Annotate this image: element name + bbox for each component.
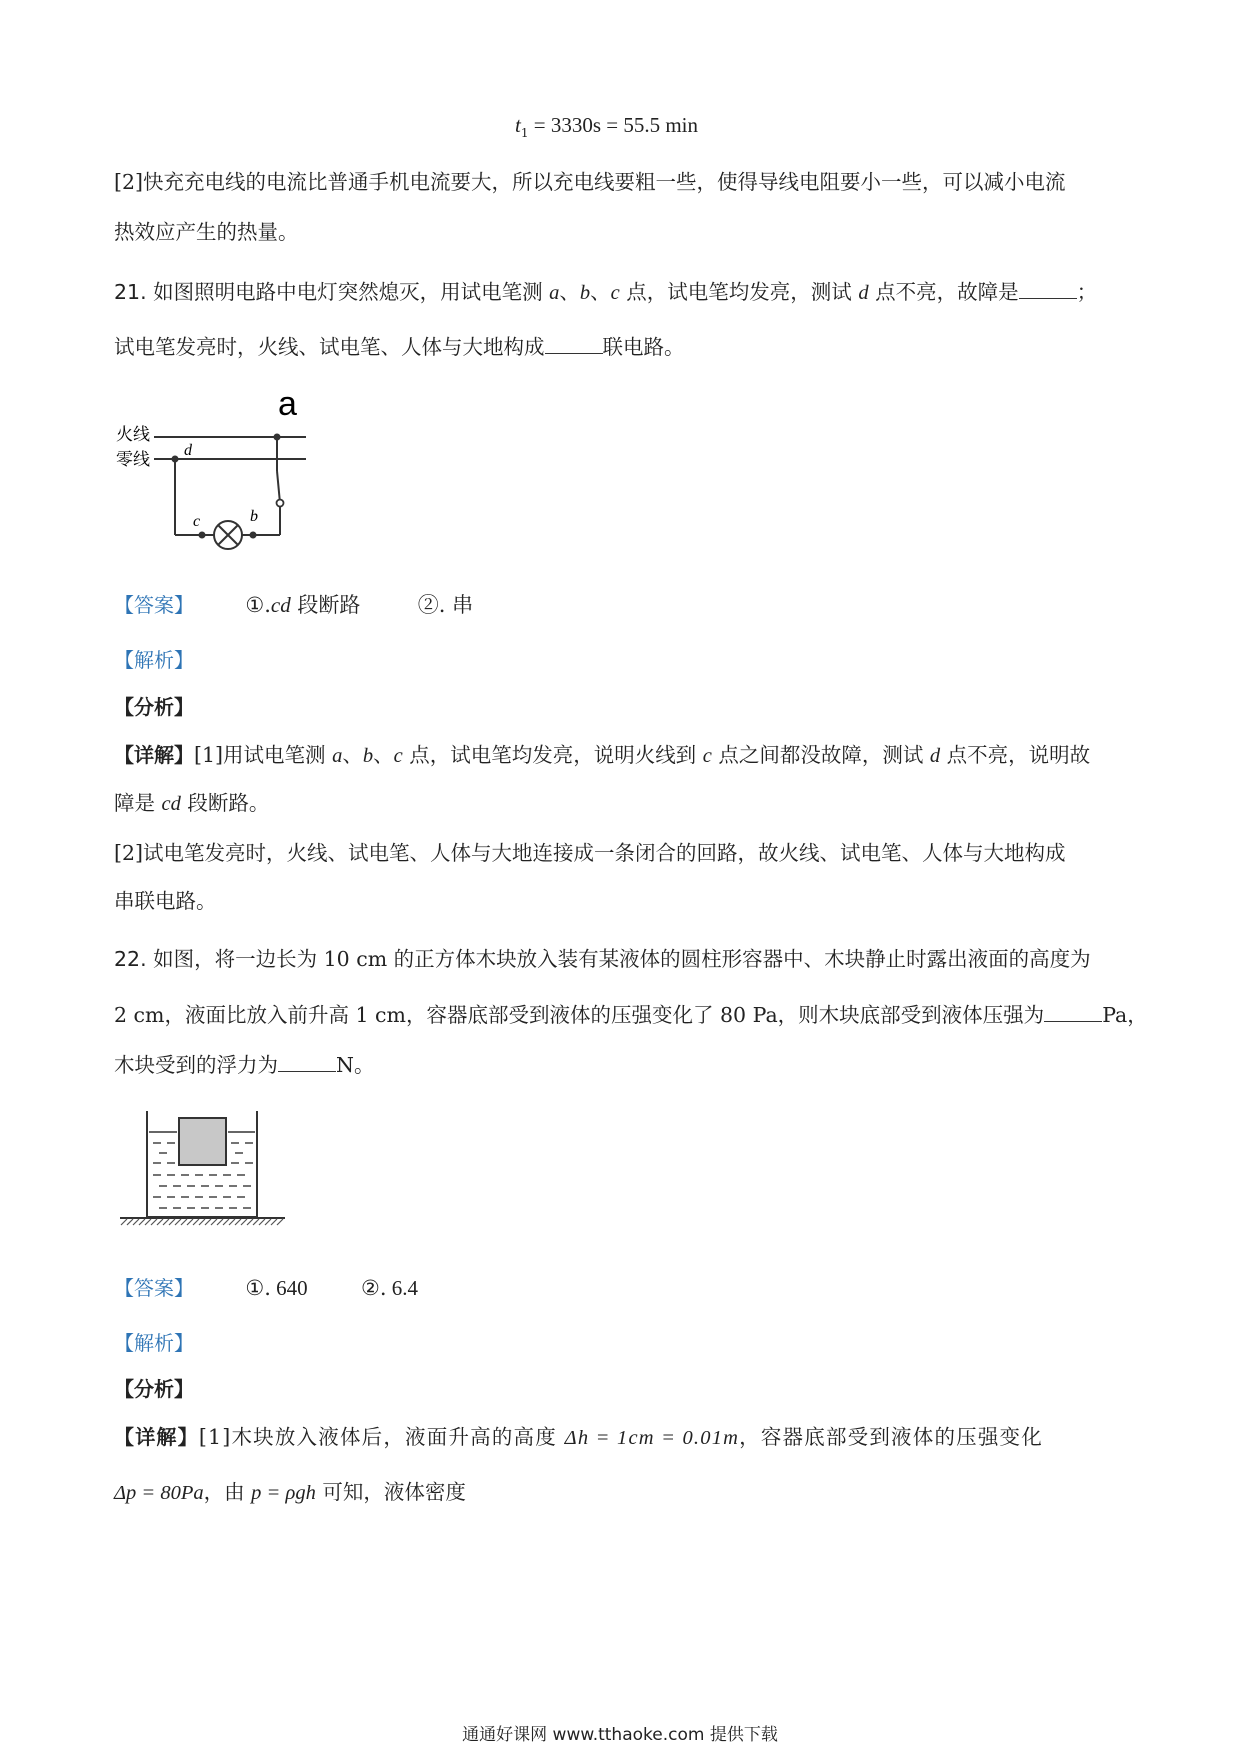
q21-line-1: 21. 如图照明电路中电灯突然熄灭，用试电笔测 a、b、c 点，试电笔均发亮，测试 d 点不亮，故障是 ； [114,280,1098,304]
q21-detail-line-3: [2]试电笔发亮时，火线、试电笔、人体与大地连接成一条闭合的回路，故火线、试电笔、人体与大地构成 [114,841,1066,865]
q21-analysis-tag: 【解析】 [114,648,194,672]
q22-container-figure [115,1105,290,1230]
prev-detail-line-2: 热效应产生的热量。 [114,220,299,244]
node-c [199,532,206,539]
wood-block [179,1118,226,1165]
ground-hatch [121,1219,283,1225]
answer-tag: 【答案】 [114,593,194,617]
switch-blade [277,471,280,503]
q21-line-2: 试电笔发亮时，火线、试电笔、人体与大地构成 联电路。 [114,335,685,359]
q22-blank-1[interactable] [1044,1001,1102,1022]
fig-label-b: b [250,508,258,525]
q21-detail-line-1: 【详解】[1]用试电笔测 a、b、c 点，试电笔均发亮，说明火线到 c 点之间都没故障，测试 d 点不亮，说明故 [114,743,1091,767]
fig-label-zero: 零线 [116,450,150,470]
q21-detail-line-2: 障是 cd 段断路。 [114,791,270,815]
node-b [250,532,257,539]
fig-label-fire: 火线 [116,425,150,445]
fig-label-d: d [184,442,192,459]
q22-fenxi-tag: 【分析】 [114,1377,194,1401]
q21-blank-1[interactable] [1019,278,1077,299]
q21-number: 21. [114,280,147,304]
q22-line-2: 2 cm，液面比放入前升高 1 cm，容器底部受到液体的压强变化了 80 Pa，则木块底部受到液体压强为 Pa， [114,1003,1148,1027]
q22-answer: 【答案】 ①. 640 ②. 6.4 [114,1276,419,1300]
q21-blank-2[interactable] [545,333,603,354]
q22-number: 22. [114,947,147,971]
equation-t1: $t_1 = 3330s = 55.5$ min [515,113,699,141]
q21-fenxi-tag: 【分析】 [114,695,194,719]
fig-label-c: c [193,513,201,530]
q21-detail-line-4: 串联电路。 [114,889,217,913]
prev-detail-line-1: [2]快充充电线的电流比普通手机电流要大，所以充电线要粗一些，使得导线电阻要小一些，可以减小电流 [114,170,1066,194]
q22-detail-line-2: Δp = 80Pa，由 p = ρgh 可知，液体密度 [114,1480,466,1504]
answer-tag: 【答案】 [114,1276,194,1300]
fig-label-a: a [278,385,297,423]
q22-analysis-tag: 【解析】 [114,1331,194,1355]
q21-answer: 【答案】 ①.cd 段断路 ②. 串 [114,593,474,617]
q21-circuit-figure [110,385,320,555]
q22-blank-2[interactable] [278,1051,336,1072]
page-footer: 通通好课网 www.tthaoke.com 提供下载 [462,1725,778,1745]
q22-line-3: 木块受到的浮力为 N。 [114,1053,375,1077]
switch-contact [277,500,284,507]
q22-detail-line-1: 【详解】[1]木块放入液体后，液面升高的高度 Δh = 1cm = 0.01m，容器底部受到液体的压强变化 [114,1425,1043,1449]
q22-line-1: 22. 如图，将一边长为 10 cm 的正方体木块放入装有某液体的圆柱形容器中、木块静止时露出液面的高度为 [114,947,1091,971]
